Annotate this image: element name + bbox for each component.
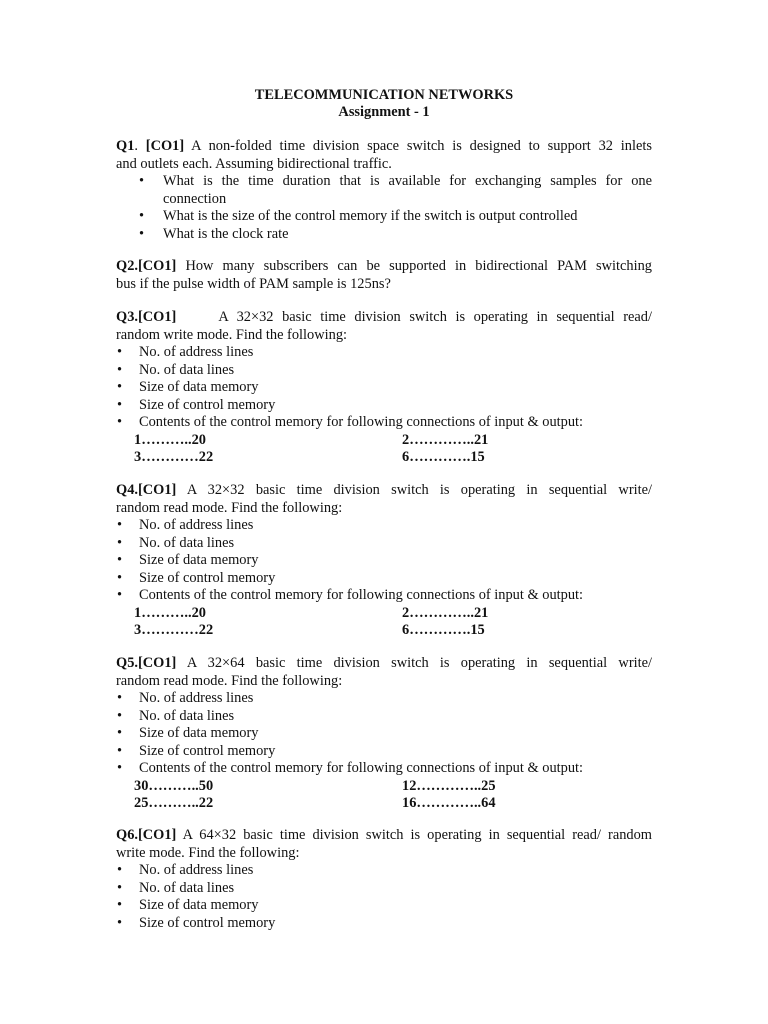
question-label: Q3.[CO1] [116, 309, 177, 325]
list-item: • Contents of the control memory for following connections of input & output: [117, 760, 584, 776]
bullet-icon: • [117, 707, 123, 724]
list-item: • What is the time duration that is available for exchanging samples for one connection [139, 173, 652, 207]
list-item: • What is the clock rate [139, 225, 289, 242]
question-text: Q6.[CO1] A 64×32 basic time division switch is operating in sequential read/ random [116, 827, 652, 843]
bullet-list [116, 344, 652, 432]
course-outcome-tag: [CO1] [145, 138, 185, 154]
document-title: TELECOMMUNICATION NETWORKS [254, 87, 514, 103]
bullet-list [116, 862, 652, 932]
bullet-icon: • [117, 760, 123, 776]
question-text-cont: random read mode. Find the following: [116, 672, 343, 689]
bullet-icon: • [117, 879, 123, 896]
connection-row: 3…………22 6………….15 [134, 622, 485, 638]
bullet-icon: • [117, 897, 123, 913]
bullet-list [116, 517, 652, 605]
question-label: Q1 [116, 138, 135, 154]
question-label: Q4.[CO1] [116, 482, 177, 498]
question-text: Q1. [CO1] A non-folded time division space switch is designed to support 32 inlets [116, 138, 652, 154]
list-item: • No. of data lines [117, 879, 235, 896]
bullet-icon: • [117, 552, 123, 568]
bullet-icon: • [117, 587, 123, 603]
bullet-list [116, 173, 652, 243]
list-item: • What is the size of the control memory if the switch is output controlled [139, 208, 578, 224]
list-item: • Size of data memory [117, 552, 259, 568]
question-text-cont: and outlets each. Assuming bidirectional traffic. [116, 155, 392, 172]
list-item: • No. of address lines [117, 690, 254, 706]
question-2 [116, 258, 652, 293]
question-text: Q3.[CO1] A 32×32 basic time division switch is operating in sequential read/ [116, 309, 652, 325]
bullet-icon: • [117, 534, 123, 551]
question-5 [116, 655, 652, 813]
connection-row: 1………..20 2…………..21 [134, 431, 489, 448]
bullet-list [116, 690, 652, 778]
list-item: • Size of control memory [117, 569, 276, 586]
list-item: • Contents of the control memory for following connections of input & output: [117, 587, 584, 603]
bullet-icon: • [139, 208, 145, 224]
question-text-cont: random write mode. Find the following: [116, 326, 348, 343]
list-item: • Size of data memory [117, 897, 259, 913]
bullet-icon: • [117, 862, 123, 878]
question-text-cont: random read mode. Find the following: [116, 499, 343, 516]
question-text: Q2.[CO1] How many subscribers can be supported in bidirectional PAM switching [116, 258, 652, 274]
question-label: Q2.[CO1] [116, 258, 177, 274]
bullet-icon: • [117, 742, 123, 759]
question-text-cont: write mode. Find the following: [116, 844, 300, 861]
list-item: • No. of address lines [117, 344, 254, 360]
bullet-icon: • [117, 569, 123, 586]
bullet-icon: • [117, 379, 123, 395]
document-subtitle: Assignment - 1 [338, 104, 430, 120]
list-item: • Size of control memory [117, 396, 276, 413]
connection-row: 30………..50 12…………..25 [134, 777, 496, 794]
question-label: Q5.[CO1] [116, 655, 177, 671]
bullet-icon: • [117, 361, 123, 378]
list-item: • Size of control memory [117, 742, 276, 759]
list-item: • No. of data lines [117, 361, 235, 378]
list-item: • Size of control memory [117, 914, 276, 931]
list-item: • Size of data memory [117, 725, 259, 741]
list-item: • No. of data lines [117, 534, 235, 551]
question-text-cont: bus if the pulse width of PAM sample is 125ns? [116, 275, 391, 292]
question-3 [116, 309, 652, 467]
connection-row: 1………..20 2…………..21 [134, 604, 489, 621]
question-text: Q4.[CO1] A 32×32 basic time division switch is operating in sequential write/ [116, 482, 652, 498]
question-text: Q5.[CO1] A 32×64 basic time division switch is operating in sequential write/ [116, 655, 652, 671]
list-item: • No. of address lines [117, 862, 254, 878]
bullet-icon: • [117, 414, 123, 430]
bullet-icon: • [117, 396, 123, 413]
list-item: • Contents of the control memory for following connections of input & output: [117, 414, 584, 430]
question-label: Q6.[CO1] [116, 827, 177, 843]
list-item: • Size of data memory [117, 379, 259, 395]
bullet-icon: • [117, 725, 123, 741]
bullet-icon: • [139, 225, 145, 242]
bullet-icon: • [117, 690, 123, 706]
list-item: • No. of data lines [117, 707, 235, 724]
list-item: • No. of address lines [117, 517, 254, 533]
bullet-icon: • [139, 173, 145, 189]
question-4 [116, 482, 652, 640]
connection-row: 25………..22 16…………..64 [134, 795, 496, 811]
question-1 [116, 138, 652, 243]
bullet-icon: • [117, 517, 123, 533]
bullet-icon: • [117, 344, 123, 360]
question-6 [116, 827, 652, 932]
bullet-icon: • [117, 914, 123, 931]
connection-row: 3…………22 6………….15 [134, 449, 485, 465]
